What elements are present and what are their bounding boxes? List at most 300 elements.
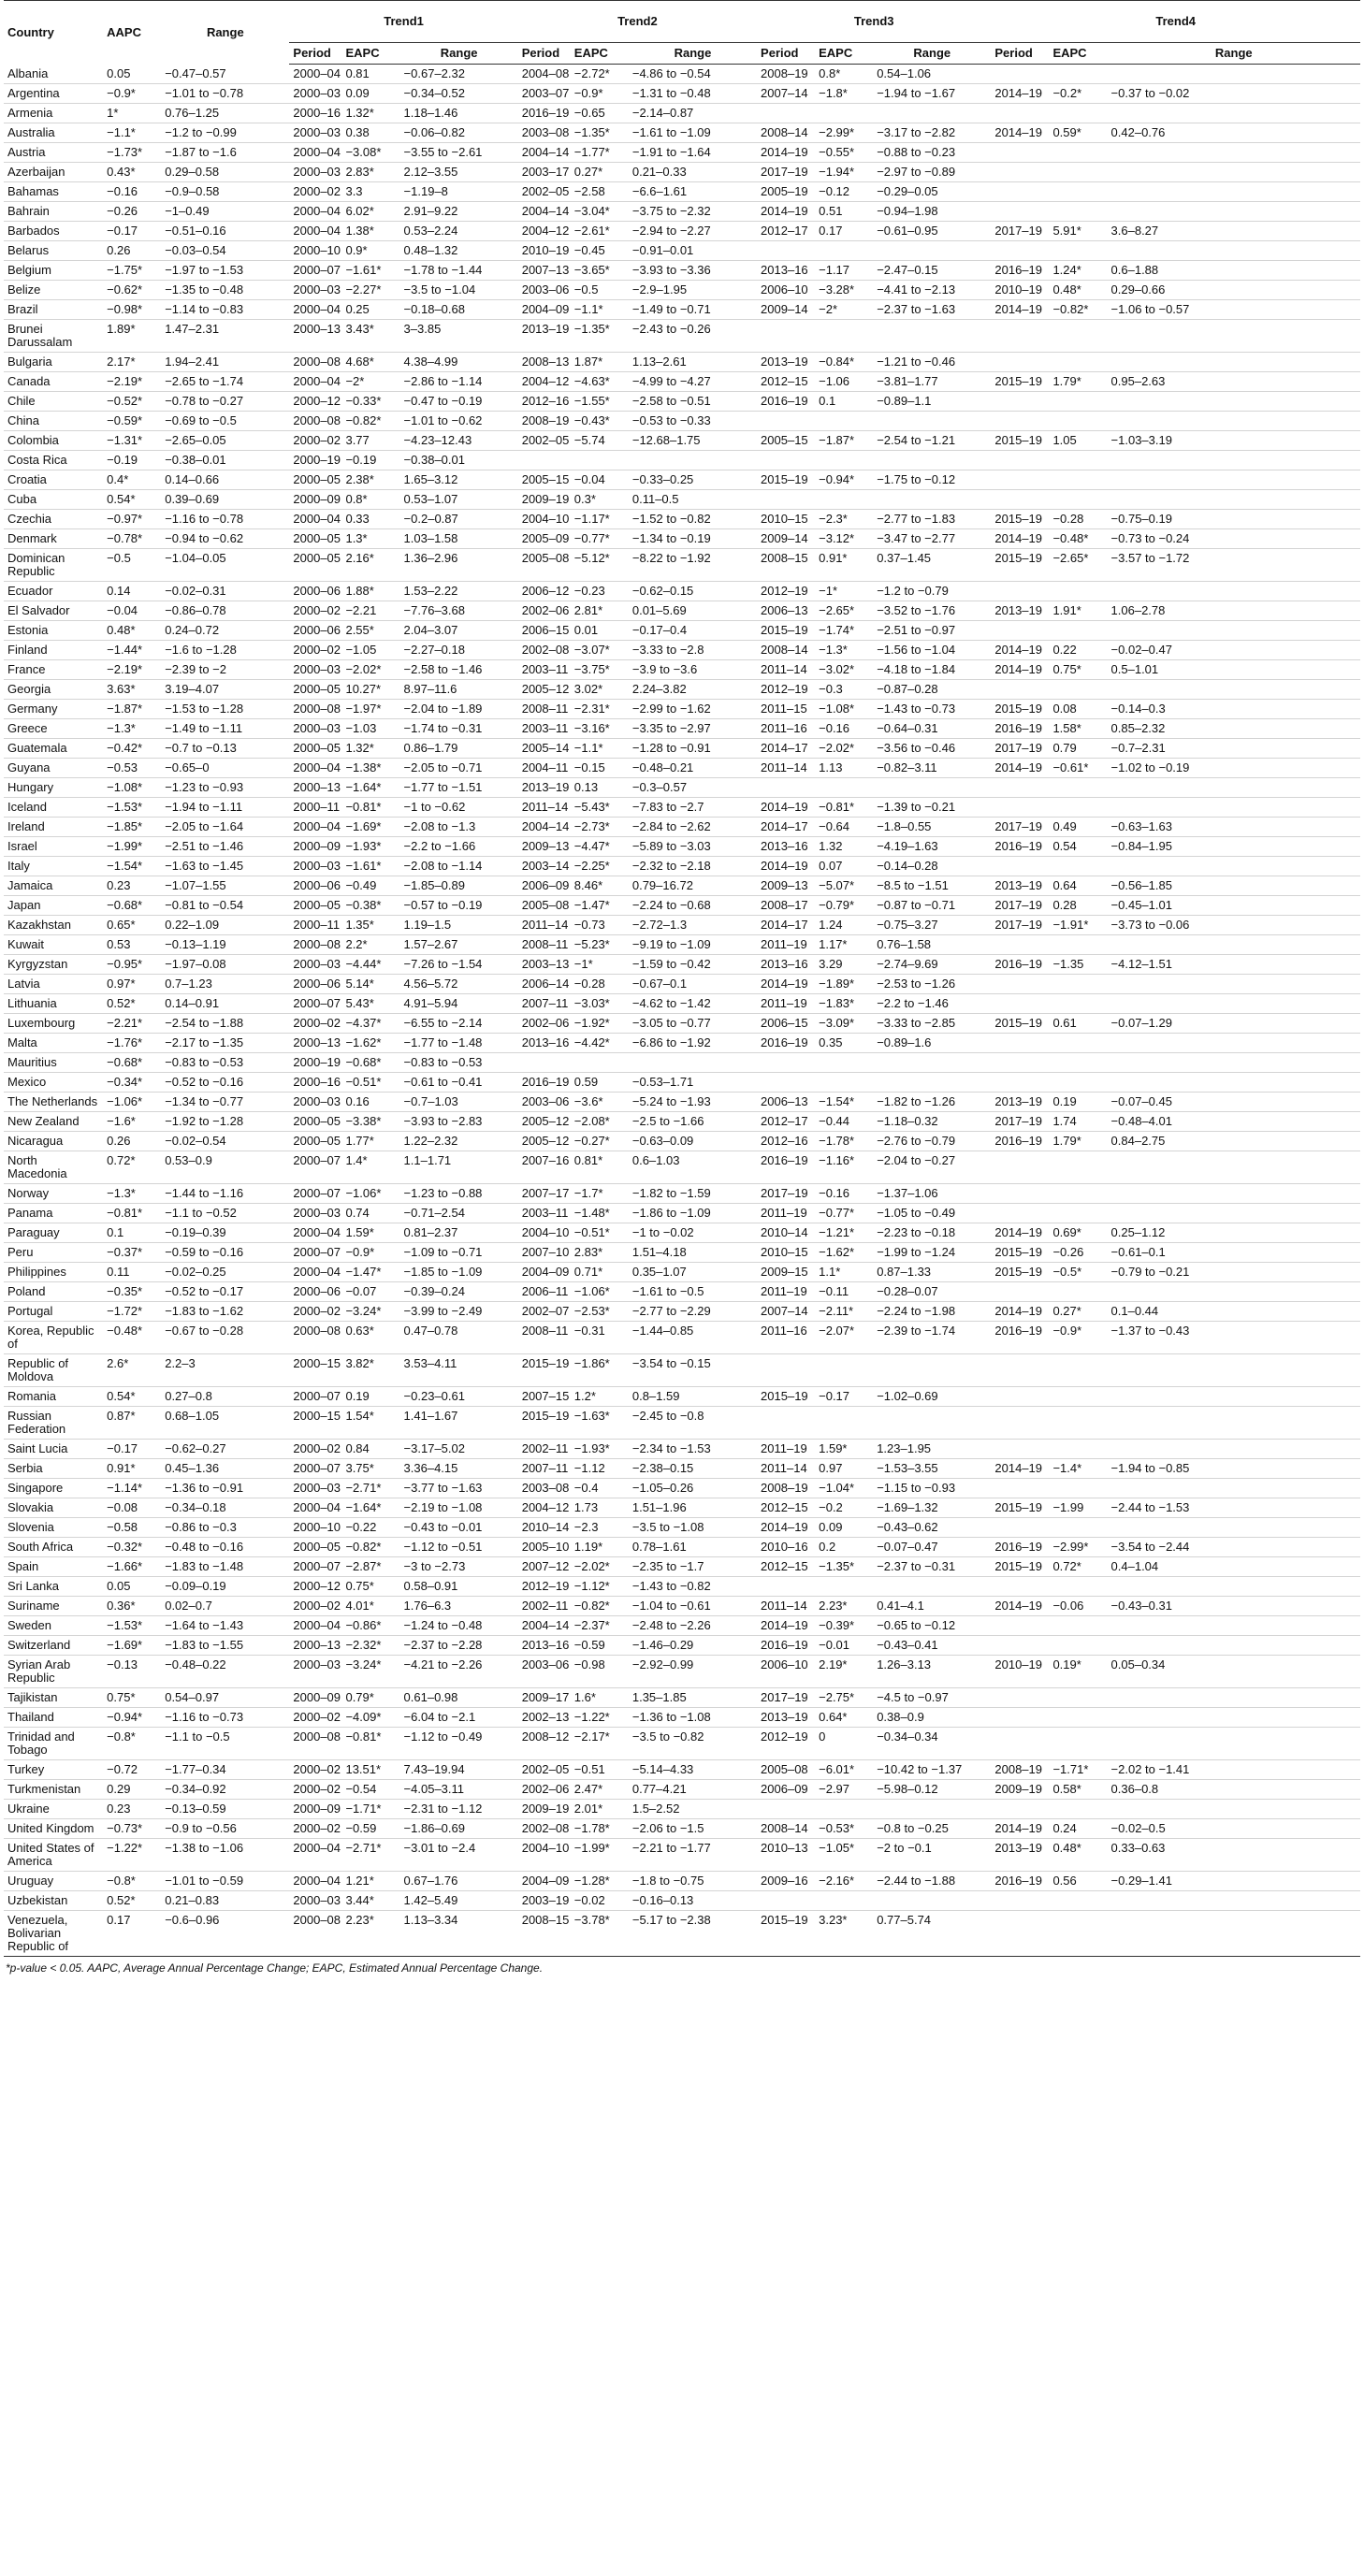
cell-t1-period: 2000–02 [293,1710,341,1724]
cell-range: −0.02–0.25 [165,1265,226,1279]
cell-t1-range: 1.53–2.22 [403,584,458,598]
cell-range: 0.27–0.8 [165,1389,212,1403]
cell-t2-eapc: −0.73 [573,918,605,932]
cell-t1-eapc: 1.32* [345,741,374,755]
cell-t2-eapc: −1.28* [573,1874,610,1888]
cell-t3-period: 2012–19 [761,682,808,696]
cell-t2-range: −1.91 to −1.64 [631,145,711,159]
cell-t1-eapc: −1.03 [345,721,377,735]
cell-t1-range: −0.47 to −0.19 [403,394,483,408]
cell-t1-range: −1.74 to −0.31 [403,721,483,735]
cell-t1-period: 2000–05 [293,551,341,565]
cell-t3-range: −1.53–3.55 [877,1461,938,1475]
header-trend3: Trend3 [757,1,991,43]
cell-t1-period: 2000–03 [293,859,341,873]
cell-t1-eapc: 3.3 [345,184,363,198]
table-row [4,143,1360,163]
cell-t1-period: 2000–06 [293,623,341,637]
cell-t1-range: −1.01 to −0.62 [403,413,483,427]
cell-t4-eapc [1049,320,1107,353]
cell-t3-eapc [815,1053,873,1073]
cell-t4-range: −3.73 to −0.06 [1110,918,1190,932]
cell-t1-eapc: −0.82* [345,413,382,427]
cell-t3-period: 2011–19 [761,996,807,1010]
cell-t1-range: −7.26 to −1.54 [403,957,483,971]
cell-aapc: −1.06* [107,1094,143,1108]
cell-t2-period: 2008–13 [521,355,570,369]
cell-t4-range: 0.42–0.76 [1110,125,1166,139]
cell-t2-period: 2005–08 [521,551,570,565]
cell-t2-period: 2008–11 [521,702,569,716]
cell-t1-eapc: 0.74 [345,1206,370,1220]
cell-t1-period: 2000–09 [293,839,341,853]
cell-aapc: −1.1* [107,125,136,139]
cell-t4-eapc [1049,1053,1107,1073]
cell-range: −1.97 to −1.53 [165,263,244,277]
cell-t4-eapc: 0.19 [1052,1094,1077,1108]
cell-t1-eapc: −2.71* [345,1841,382,1855]
cell-range: 0.76–1.25 [165,106,220,120]
cell-t1-eapc: −0.82* [345,1540,382,1554]
cell-t3-range: −4.5 to −0.97 [877,1690,949,1704]
cell-t3-period: 2012–17 [761,224,808,238]
table-row [4,104,1360,123]
cell-t4-eapc [1049,1204,1107,1223]
cell-country: Azerbaijan [7,165,65,179]
cell-t2-eapc: −2.53* [573,1304,610,1318]
cell-t2-range: −12.68–1.75 [631,433,701,447]
cell-range: 0.39–0.69 [165,492,220,506]
table-row [4,1688,1360,1708]
cell-t3-eapc: −0.11 [819,1284,849,1298]
cell-t4-period: 2015–19 [994,433,1042,447]
cell-t1-range: −0.23–0.61 [403,1389,465,1403]
cell-aapc: −0.17 [107,224,138,238]
cell-t2-period: 2003–17 [521,165,570,179]
cell-t4-period [991,1800,1049,1819]
cell-t1-range: 4.56–5.72 [403,977,458,991]
cell-t2-eapc: 0.71* [573,1265,603,1279]
cell-t4-eapc [1049,182,1107,202]
cell-t2-eapc: 1.73 [573,1500,599,1514]
cell-t3-range [873,490,991,510]
cell-range: −1.49 to −1.11 [165,721,243,735]
cell-country: Australia [7,125,55,139]
cell-range: −1.34 to −0.77 [165,1094,244,1108]
cell-t1-range: −0.43 to −0.01 [403,1520,483,1534]
cell-t2-range: −2.14–0.87 [631,106,694,120]
cell-aapc: −1.14* [107,1481,143,1495]
cell-t3-range: −0.07–0.47 [877,1540,938,1554]
cell-t1-range: −2.19 to −1.08 [403,1500,483,1514]
cell-t4-eapc [1049,1073,1107,1093]
table-row [4,1223,1360,1243]
cell-t1-range: −0.7–1.03 [403,1094,458,1108]
cell-t4-range [1108,1407,1360,1440]
cell-t2-eapc: −3.07* [573,643,610,657]
cell-t4-range [1108,1479,1360,1498]
cell-range: −1.64 to −1.43 [165,1618,244,1632]
cell-country: Serbia [7,1461,43,1475]
cell-t3-eapc: −6.01* [819,1762,855,1776]
cell-t4-eapc [1049,1034,1107,1053]
cell-aapc: −0.95* [107,957,143,971]
cell-aapc: 0.65* [107,918,136,932]
cell-t2-range: −2.21 to −1.77 [631,1841,711,1855]
cell-t1-eapc: −3.24* [345,1304,382,1318]
cell-t1-period: 2000–15 [293,1356,341,1370]
cell-t2-period: 2004–08 [521,66,570,80]
cell-t3-period: 2006–09 [761,1782,808,1796]
cell-t3-eapc: −1* [819,584,838,598]
table-row [4,916,1360,935]
cell-country: New Zealand [7,1114,80,1128]
cell-t3-eapc: −1.74* [819,623,855,637]
cell-t2-eapc: −3.16* [573,721,610,735]
cell-t4-range [1108,1034,1360,1053]
cell-t1-eapc: −1.97* [345,702,382,716]
cell-aapc: −0.94* [107,1710,143,1724]
cell-t2-range: −5.17 to −2.38 [631,1913,711,1927]
cell-country: Malta [7,1035,37,1049]
cell-range: −2.65 to −1.74 [165,374,244,388]
cell-t1-range: −2.05 to −0.71 [403,760,483,774]
cell-t1-eapc: −1.64* [345,780,382,794]
cell-t2-eapc: −1.1* [573,741,603,755]
cell-t2-eapc: −1.12* [573,1579,610,1593]
cell-t2-period: 2004–09 [521,302,570,316]
cell-t3-range: −3.47 to −2.77 [877,531,956,545]
cell-t1-period: 2000–08 [293,355,341,369]
cell-t3-eapc: 1.1* [819,1265,841,1279]
cell-t1-period: 2000–04 [293,1265,341,1279]
cell-t2-range: 0.6–1.03 [631,1153,680,1167]
cell-t3-eapc: −0.3 [819,682,843,696]
table-row [4,300,1360,320]
cell-t4-range: −0.84–1.95 [1110,839,1172,853]
cell-t1-period: 2000–11 [293,800,341,814]
cell-t3-eapc: −2* [819,302,838,316]
table-row [4,1132,1360,1151]
cell-t2-period: 2004–09 [521,1265,570,1279]
cell-country: Denmark [7,531,57,545]
cell-t1-range: 0.61–0.98 [403,1690,458,1704]
cell-t2-period: 2004–10 [521,1841,570,1855]
cell-t1-period: 2000–10 [293,243,341,257]
cell-t1-eapc: 0.79* [345,1690,374,1704]
cell-t2-eapc: 8.46* [573,878,603,892]
cell-t4-range: −0.43–0.31 [1110,1599,1172,1613]
cell-t1-range: −2.31 to −1.12 [403,1802,483,1816]
cell-aapc: −1.99* [107,839,143,853]
cell-t3-range [873,1053,991,1073]
cell-t3-eapc [815,1891,873,1911]
cell-t1-range: 2.91–9.22 [403,204,458,218]
cell-t4-period [991,1407,1049,1440]
cell-aapc: −1.72* [107,1304,143,1318]
cell-t1-range: 1.18–1.46 [403,106,458,120]
cell-t4-period: 2014–19 [994,662,1042,676]
cell-t1-eapc: −0.49 [345,878,377,892]
cell-t4-period [991,1911,1049,1957]
cell-t1-eapc: −1.62* [345,1035,382,1049]
cell-t4-period [991,1636,1049,1656]
cell-t1-period: 2000–09 [293,1802,341,1816]
cell-t3-range: −1.37–1.06 [877,1186,938,1200]
cell-t2-range: −2.84 to −2.62 [631,819,711,833]
cell-t4-period: 2013–19 [994,603,1042,617]
cell-t2-period: 2002–08 [521,643,570,657]
cell-range: −1.04–0.05 [165,551,226,565]
cell-range: −1.14 to −0.83 [165,302,244,316]
cell-t3-range: −0.89–1.1 [877,394,932,408]
cell-t4-period [991,935,1049,955]
cell-t3-period: 2011–19 [761,1441,807,1455]
cell-t3-period: 2014–19 [761,1618,808,1632]
cell-country: Costa Rica [7,453,67,467]
cell-range: 0.54–0.97 [165,1690,220,1704]
cell-t4-range: 3.6–8.27 [1110,224,1159,238]
cell-t4-range [1108,412,1360,431]
cell-t2-eapc: 0.01 [573,623,599,637]
cell-t1-eapc: 1.38* [345,224,374,238]
cell-range: −1.53 to −1.28 [165,702,244,716]
cell-t3-period: 2015–19 [761,1389,808,1403]
cell-t3-period [757,1800,815,1819]
cell-t4-range: −0.07–0.45 [1110,1094,1172,1108]
cell-t4-eapc [1049,65,1107,84]
cell-country: Canada [7,374,51,388]
cell-t3-period: 2015–19 [761,1913,808,1927]
cell-t4-range: 0.85–2.32 [1110,721,1166,735]
cell-t4-range [1108,163,1360,182]
cell-t4-eapc [1049,241,1107,261]
cell-t3-range: −1.94 to −1.67 [877,86,956,100]
cell-country: Latvia [7,977,40,991]
cell-t2-eapc: −1.12 [573,1461,605,1475]
cell-t4-eapc: −0.5* [1052,1265,1082,1279]
cell-t2-range: −1.28 to −0.91 [631,741,711,755]
cell-t2-eapc: −1.47* [573,898,610,912]
cell-t1-period: 2000–13 [293,1638,341,1652]
cell-t4-period [991,320,1049,353]
cell-country: Greece [7,721,48,735]
cell-t3-period: 2012–19 [761,1729,808,1744]
cell-t2-period: 2002–06 [521,1782,570,1796]
cell-t3-eapc: −0.12 [819,184,850,198]
cell-t4-range [1108,1688,1360,1708]
cell-aapc: −0.81* [107,1206,143,1220]
cell-t4-eapc [1049,143,1107,163]
cell-t3-eapc: −3.09* [819,1016,855,1030]
cell-t3-range [873,1354,991,1387]
cell-t2-eapc: −0.51 [573,1762,605,1776]
cell-t1-eapc: −4.37* [345,1016,382,1030]
cell-t2-period: 2009–17 [521,1690,570,1704]
cell-t3-eapc: 3.23* [819,1913,848,1927]
cell-t3-range: −2.97 to −0.89 [877,165,956,179]
cell-country: Jamaica [7,878,53,892]
cell-t1-period: 2000–04 [293,374,341,388]
cell-t2-period: 2005–09 [521,531,570,545]
cell-t1-eapc: −1.06* [345,1186,382,1200]
cell-t2-period: 2008–11 [521,937,569,951]
cell-range: 0.22–1.09 [165,918,220,932]
header-eapc: EAPC [341,43,399,65]
cell-t2-range: −1.52 to −0.82 [631,512,711,526]
cell-t1-range: 1.65–3.12 [403,472,458,486]
cell-t3-range: −2.04 to −0.27 [877,1153,956,1167]
cell-range: −0.65–0 [165,760,210,774]
cell-t3-eapc: 0.1 [819,394,836,408]
cell-country: Austria [7,145,46,159]
cell-t3-eapc [815,1407,873,1440]
table-row [4,1780,1360,1800]
cell-t1-period: 2000–04 [293,302,341,316]
cell-t1-eapc: 0.09 [345,86,370,100]
cell-t4-eapc: −1.71* [1052,1762,1089,1776]
cell-range: −0.34–0.18 [165,1500,226,1514]
cell-aapc: −0.68* [107,898,143,912]
cell-t2-eapc: −0.59 [573,1638,605,1652]
cell-t1-range: 1.41–1.67 [403,1409,458,1423]
cell-aapc: 0.29 [107,1782,131,1796]
table-row [4,320,1360,353]
cell-t4-period: 2015–19 [994,1559,1042,1573]
cell-t4-period [991,680,1049,700]
cell-t4-range [1108,1151,1360,1184]
cell-t2-eapc: 0.59 [573,1075,599,1089]
cell-t1-eapc: −0.9* [345,1245,375,1259]
cell-t3-eapc: 0.97 [819,1461,843,1475]
cell-t4-range: 0.95–2.63 [1110,374,1166,388]
header-range: Range [629,43,757,65]
cell-t2-range: 0.78–1.61 [631,1540,687,1554]
header-country: Country [4,1,103,65]
cell-t1-period: 2000–07 [293,1559,341,1573]
cell-t3-period: 2014–19 [761,145,808,159]
cell-t3-period [757,1407,815,1440]
cell-t3-eapc [815,412,873,431]
cell-t4-range [1108,1636,1360,1656]
cell-country: North Macedonia [7,1153,67,1180]
cell-range: 0.45–1.36 [165,1461,220,1475]
cell-t2-range: −0.53–1.71 [631,1075,694,1089]
cell-aapc: −0.08 [107,1500,138,1514]
cell-t2-eapc [571,1053,629,1073]
cell-t2-range: −1.82 to −1.59 [631,1186,711,1200]
cell-t2-period: 2008–12 [521,1729,570,1744]
cell-aapc: 0.14 [107,584,131,598]
cell-aapc: −0.35* [107,1284,143,1298]
cell-t1-eapc: −1.61* [345,263,382,277]
cell-t2-period: 2007–11 [521,1461,569,1475]
cell-country: Ireland [7,819,45,833]
cell-t4-eapc: 0.24 [1052,1821,1077,1835]
cell-t2-range: 1.13–2.61 [631,355,687,369]
cell-t1-range: 7.43–19.94 [403,1762,465,1776]
cell-t1-period: 2000–05 [293,898,341,912]
cell-t2-period: 2003–06 [521,1094,570,1108]
cell-t4-eapc [1049,1354,1107,1387]
cell-t3-range: −1.56 to −1.04 [877,643,956,657]
cell-t2-range: −0.33–0.25 [631,472,694,486]
cell-t1-range: −1.77 to −1.51 [403,780,483,794]
cell-country: Romania [7,1389,57,1403]
cell-t3-period: 2011–14 [761,1461,807,1475]
cell-t3-period: 2012–17 [761,1114,808,1128]
cell-t2-eapc: −1.35* [573,125,610,139]
cell-t1-range: 1.76–6.3 [403,1599,452,1613]
cell-t4-range [1108,1518,1360,1538]
cell-t2-range: −9.19 to −1.09 [631,937,711,951]
cell-range: 0.24–0.72 [165,623,220,637]
cell-t1-eapc: −1.64* [345,1500,382,1514]
table-row [4,1656,1360,1688]
cell-t1-range: −1.86–0.69 [403,1821,465,1835]
cell-t3-period [757,1891,815,1911]
cell-range: −1.07–1.55 [165,878,226,892]
cell-aapc: 0.36* [107,1599,136,1613]
cell-t2-period: 2004–11 [521,760,569,774]
cell-range: 0.7–1.23 [165,977,212,991]
cell-range: 0.29–0.58 [165,165,220,179]
cell-t4-period: 2008–19 [994,1762,1042,1776]
cell-t3-range [873,778,991,798]
cell-t3-period: 2012–15 [761,1500,808,1514]
cell-t4-range: 0.29–0.66 [1110,282,1166,297]
cell-t3-period: 2010–16 [761,1540,808,1554]
cell-t4-period [991,1440,1049,1459]
table-row [4,1819,1360,1839]
cell-t3-range [873,104,991,123]
cell-t2-eapc: 1.19* [573,1540,603,1554]
table-row [4,1034,1360,1053]
table-row [4,818,1360,837]
cell-t3-range: −3.56 to −0.46 [877,741,956,755]
cell-range: −1.63 to −1.45 [165,859,244,873]
cell-t3-eapc [815,241,873,261]
cell-t4-range [1108,1616,1360,1636]
cell-t3-period: 2005–08 [761,1762,808,1776]
cell-country: Argentina [7,86,60,100]
cell-aapc: −2.19* [107,374,143,388]
cell-t4-range [1108,1708,1360,1728]
table-row [4,1479,1360,1498]
cell-t1-period: 2000–02 [293,184,341,198]
cell-t2-range: −2.24 to −0.68 [631,898,711,912]
cell-t4-period: 2016–19 [994,263,1042,277]
cell-t4-range: −0.14–0.3 [1110,702,1166,716]
cell-t2-eapc: −2.02* [573,1559,610,1573]
cell-t4-range [1108,798,1360,818]
cell-t2-range: −2.48 to −2.26 [631,1618,711,1632]
cell-range: −0.19–0.39 [165,1225,226,1239]
cell-t1-period: 2000–06 [293,1284,341,1298]
cell-t4-eapc [1049,935,1107,955]
table-row [4,1459,1360,1479]
cell-country: Dominican Republic [7,551,65,578]
cell-t2-range: −2.99 to −1.62 [631,702,711,716]
cell-t1-range: −2.86 to −1.14 [403,374,483,388]
cell-range: 1.47–2.31 [165,322,220,336]
cell-t4-eapc [1049,994,1107,1014]
cell-range: −1.16 to −0.73 [165,1710,244,1724]
cell-t2-period: 2009–19 [521,1802,570,1816]
cell-t3-eapc: 1.24 [819,918,843,932]
cell-t1-period: 2000–03 [293,1893,341,1907]
cell-t3-eapc: −1.8* [819,86,848,100]
